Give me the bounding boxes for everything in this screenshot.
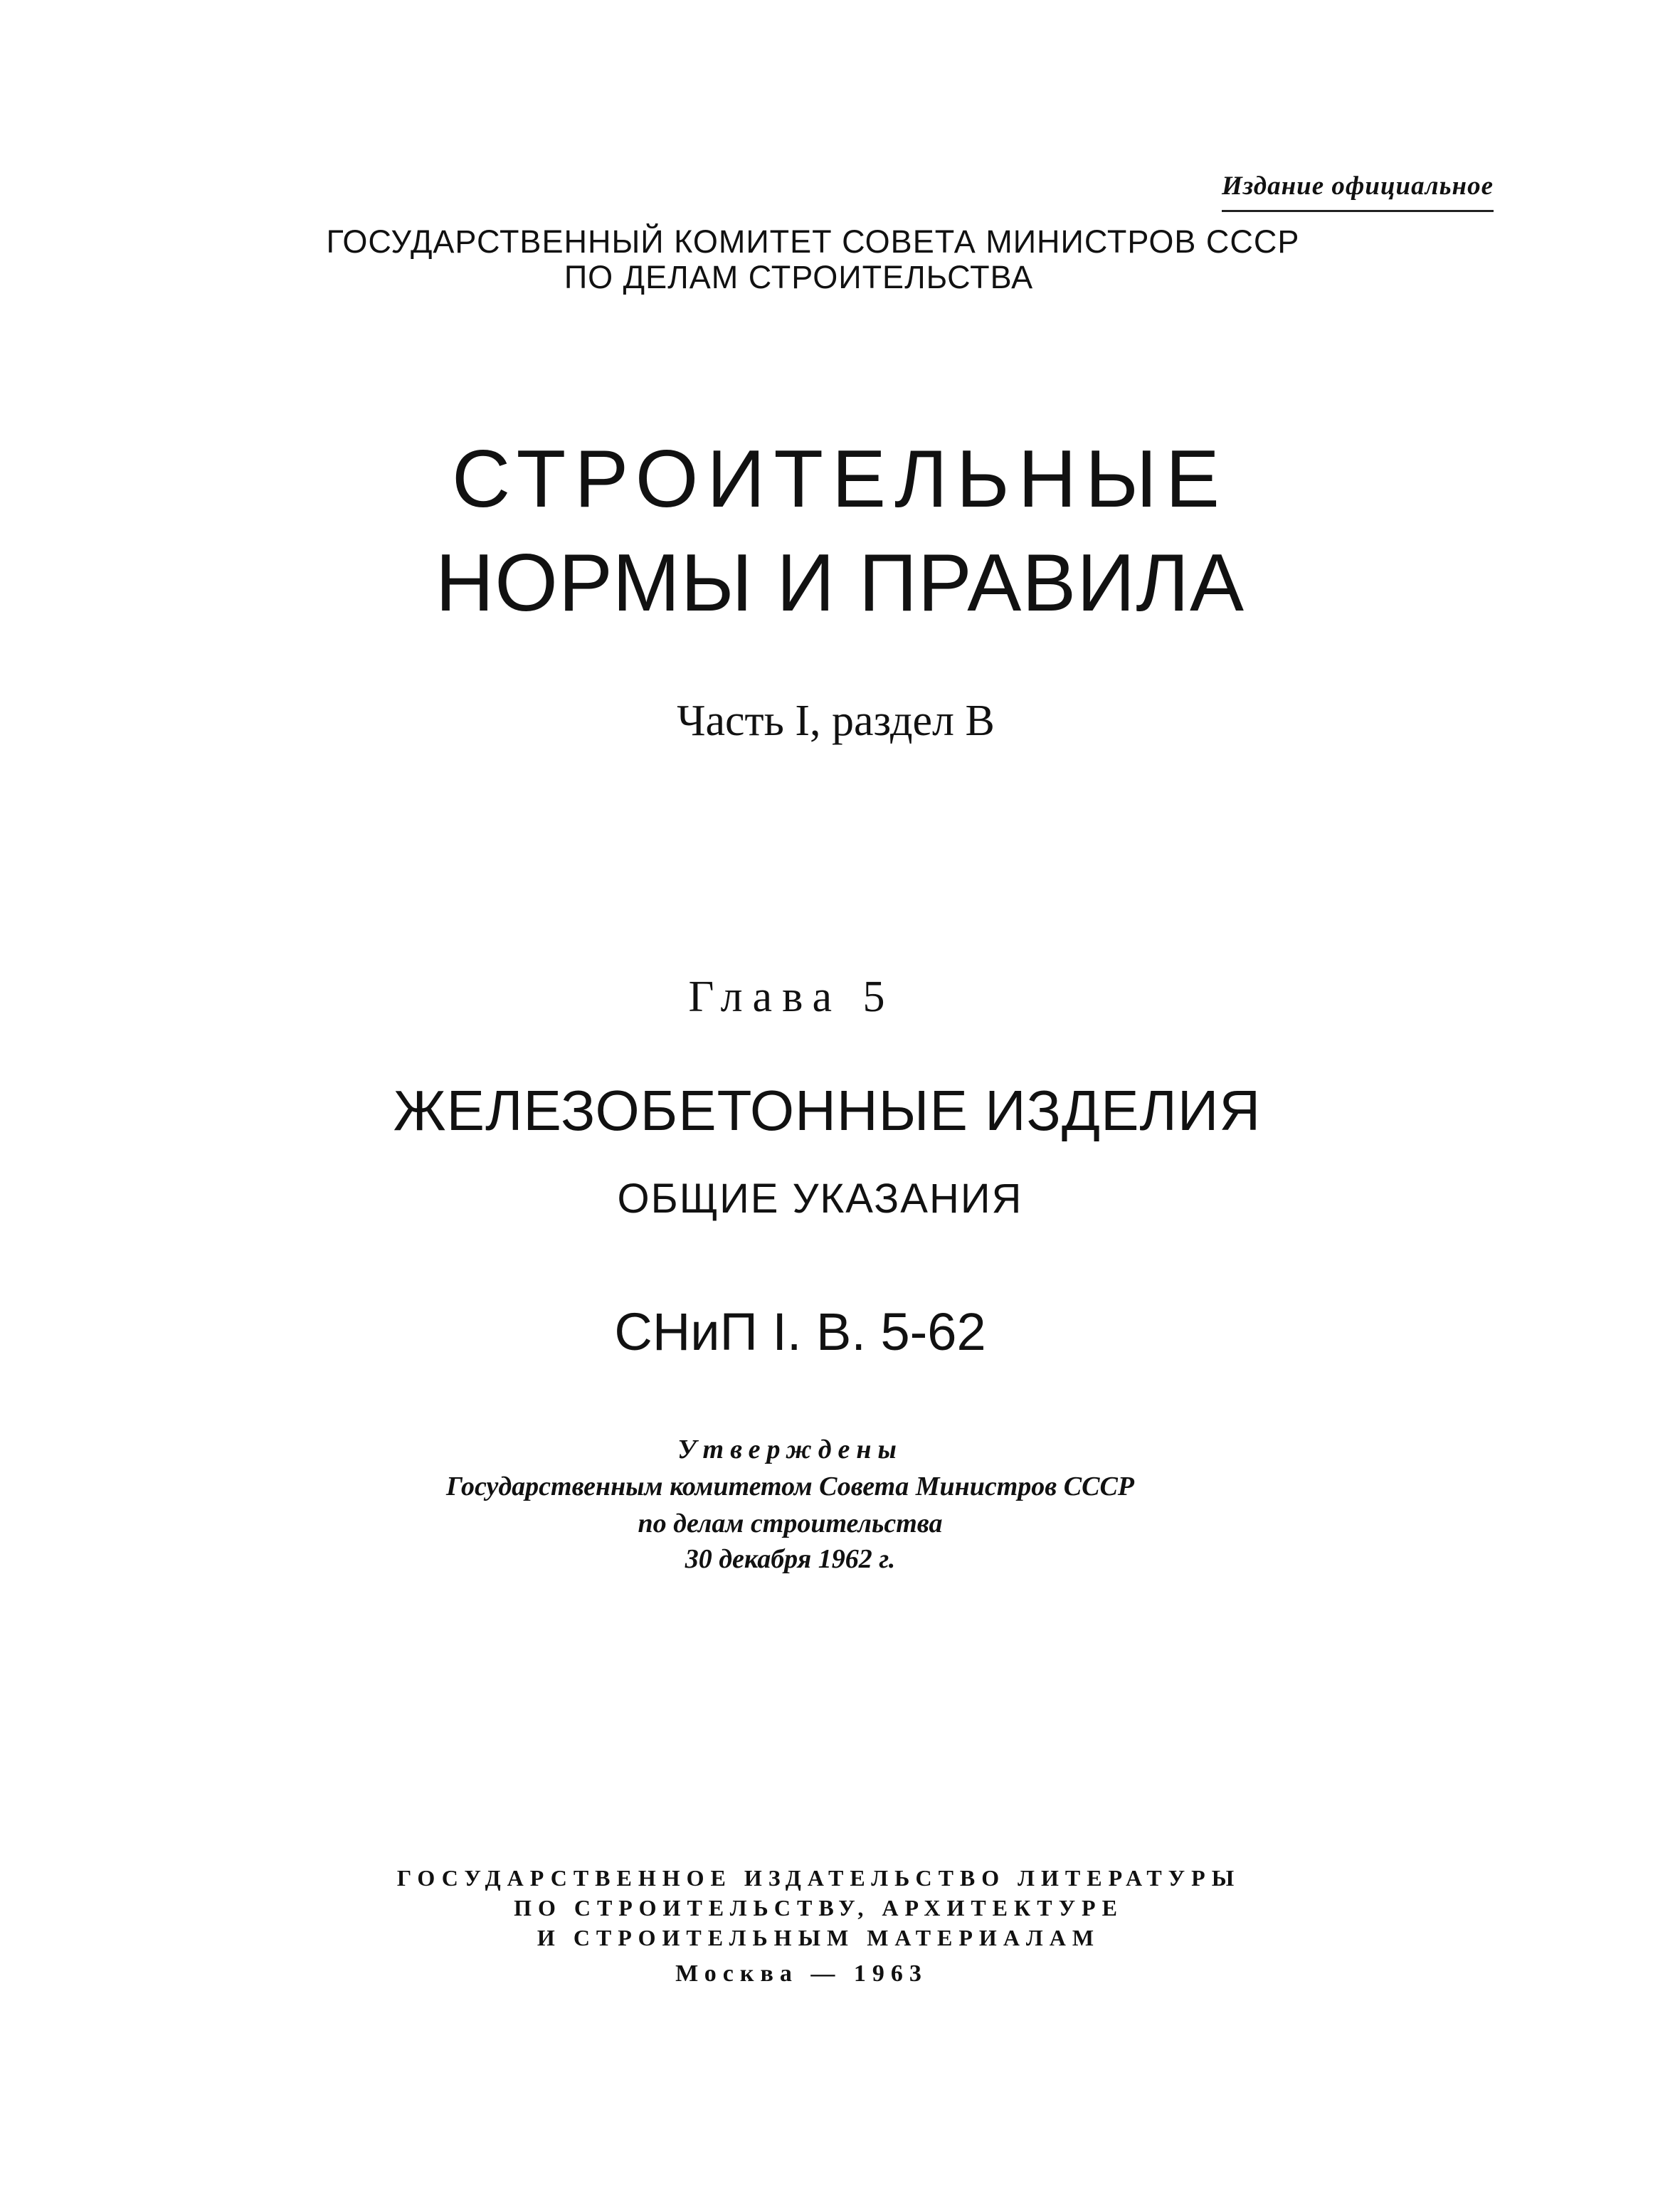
official-note-underline [1222,210,1494,212]
publisher-line-2: ПО СТРОИТЕЛЬСТВУ, АРХИТЕКТУРЕ [514,1895,1124,1921]
title-line-2: НОРМЫ И ПРАВИЛА [435,538,1245,628]
approval-line-3: по делам строительства [638,1509,943,1538]
approval-line-2: Государственным комитетом Совета Министров СССР [445,1472,1135,1501]
document-code: СНиП I. В. 5-62 [614,1302,986,1361]
committee-line-1: ГОСУДАРСТВЕННЫЙ КОМИТЕТ СОВЕТА МИНИСТРОВ СССР [326,223,1300,260]
official-edition-note: Издание официальное [1222,171,1494,201]
chapter-heading: Глава 5 [688,973,895,1021]
publisher-line-3: И СТРОИТЕЛЬНЫМ МАТЕРИАЛАМ [537,1925,1101,1950]
publisher-line-1: ГОСУДАРСТВЕННОЕ ИЗДАТЕЛЬСТВО ЛИТЕРАТУРЫ [396,1865,1241,1891]
title-line-1: СТРОИТЕЛЬНЫЕ [452,434,1228,524]
approval-date: 30 декабря 1962 г. [685,1544,896,1574]
subject-subtitle: ОБЩИЕ УКАЗАНИЯ [617,1176,1023,1222]
committee-line-2: ПО ДЕЛАМ СТРОИТЕЛЬСТВА [564,259,1034,295]
approval-line-1: Утверждены [677,1435,903,1464]
part-section: Часть I, раздел В [677,697,995,745]
subject-title: ЖЕЛЕЗОБЕТОННЫЕ ИЗДЕЛИЯ [393,1079,1262,1142]
publication-city-year: Москва — 1963 [675,1960,928,1987]
